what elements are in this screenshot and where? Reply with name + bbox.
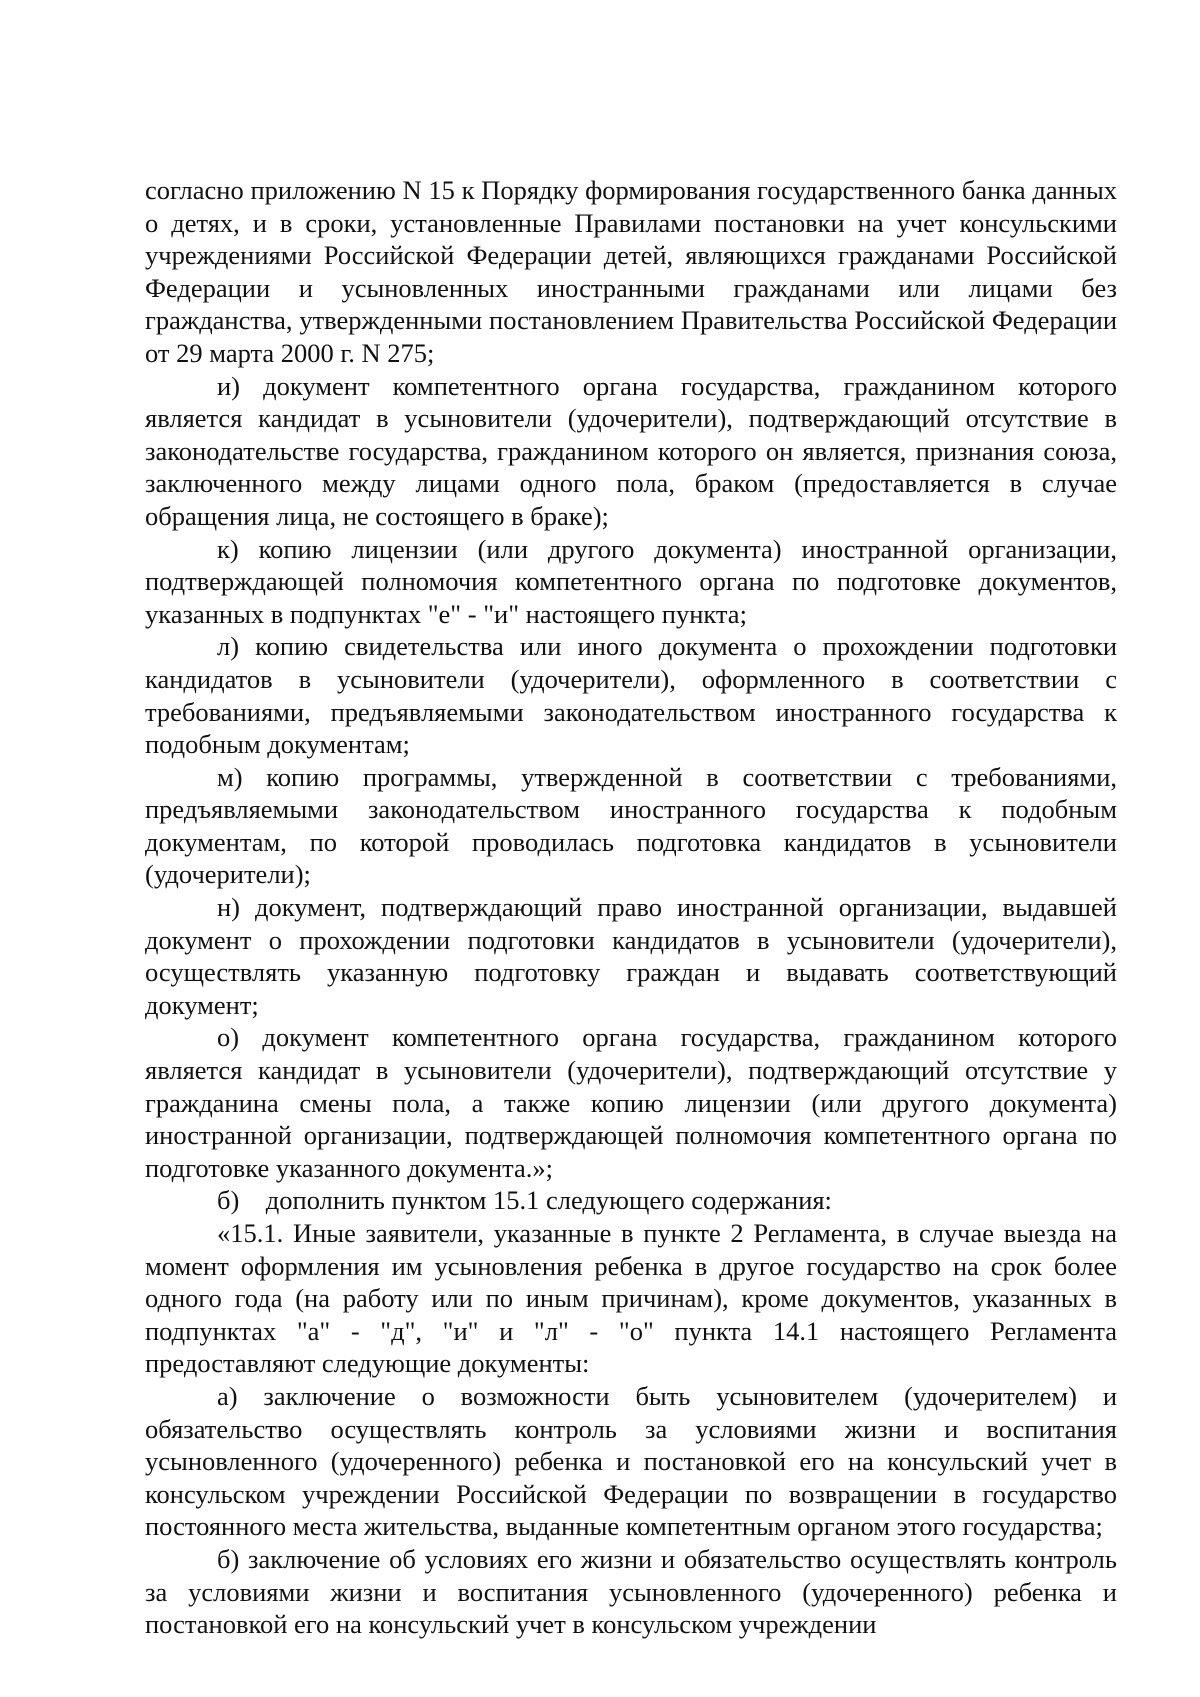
paragraph-continuation: согласно приложению N 15 к Порядку формирования государственного банка данных о детях, и в сроки, установленные Правилами постановки на учет консульскими учреждениями Российской Федерации детей, являющихся гражданами Российской Федерации и усыновленных иностранными гражданами или лицами без гражданства, утвержденными постановлением Правительства Российской Федерации от 29 марта 2000 г. N 275; — [145, 175, 1117, 368]
paragraph-item-l: л) копию свидетельства или иного документа о прохождении подготовки кандидатов в усыновители (удочерители), оформленного в соответствии с требованиями, предъявляемыми законодательством иностранного государства к подобным документам; — [145, 631, 1117, 760]
paragraph-item-n: н) документ, подтверждающий право иностранной организации, выдавшей документ о прохождении подготовки кандидатов в усыновители (удочерители), осуществлять указанную подготовку граждан и выдавать соответствующий документ; — [145, 892, 1117, 1020]
paragraph-subitem-b: б) заключение об условиях его жизни и обязательство осуществлять контроль за условиями жизни и воспитания усыновленного (удочеренного) ребенка и постановкой его на консульский учет в консульском учреждении — [145, 1543, 1117, 1640]
paragraph-item-o: о) документ компетентного органа государства, гражданином которого является кандидат в усыновители (удочерители), подтверждающий отсутствие у гражданина смены пола, а также копию лицензии (или другого документа) иностранной организации, подтверждающей полномочия компетентного органа по подготовке указанного документа.»; — [145, 1022, 1117, 1183]
paragraph-subitem-a: а) заключение о возможности быть усыновителем (удочерителем) и обязательство осуществлять контроль за условиями жизни и воспитания усыновленного (удочеренного) ребенка и постановкой его на консульский учет в консульском учреждении Российской Федерации по возвращении в государство постоянного места жительства, выданные компетентным органом этого государства; — [145, 1380, 1117, 1542]
paragraph-item-k: к) копию лицензии (или другого документа) иностранной организации, подтверждающей полномочия компетентного органа по подготовке документов, указанных в подпунктах "е" - "и" настоящего пункта; — [145, 533, 1117, 629]
paragraph-item-i: и) документ компетентного органа государства, гражданином которого является кандидат в усыновители (удочерители), подтверждающий отсутствие в законодательстве государства, гражданином которого он является, признания союза, заключенного между лицами одного пола, браком (предоставляется в случае обращения лица, не состоящего в браке); — [145, 370, 1117, 531]
document-body — [145, 174, 1117, 1641]
paragraph-clause-15-1: «15.1. Иные заявители, указанные в пункте 2 Регламента, в случае выезда на момент оформления им усыновления ребенка в другое государство на срок более одного года (на работу или по иным причинам), кроме документов, указанных в подпунктах "а" - "д", "и" и "л" - "о" пункта 14.1 настоящего Регламента предоставляют следующие документы: — [145, 1218, 1117, 1379]
paragraph-item-m: м) копию программы, утвержденной в соответствии с требованиями, предъявляемыми законодательством иностранного государства к подобным документам, по которой проводилась подготовка кандидатов в усыновители (удочерители); — [145, 761, 1117, 890]
paragraph-amendment-b: б) дополнить пунктом 15.1 следующего содержания: — [217, 1185, 832, 1216]
